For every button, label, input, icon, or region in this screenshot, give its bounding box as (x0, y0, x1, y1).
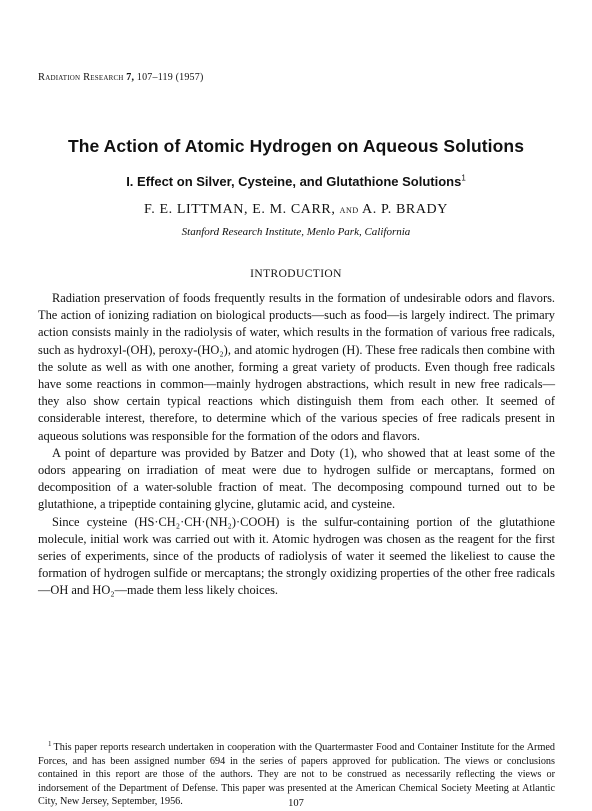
journal-header (38, 72, 203, 83)
journal-volume: 7, (126, 72, 135, 83)
body-text (38, 290, 555, 600)
affiliation: Stanford Research Institute, Menlo Park, California (181, 226, 411, 238)
footnote-mark: 1 (48, 739, 52, 748)
journal-pages-year: 107–119 (1957) (136, 72, 204, 83)
page-number: 107 (288, 798, 304, 809)
paper-subtitle (0, 174, 592, 189)
authors-names-1: F. E. LITTMAN, E. M. CARR, (144, 202, 336, 217)
footnote-text: This paper reports research undertaken in cooperation with the Quartermaster Food and Container Institute for the Armed Forces, and has been assigned number 694 in the series of papers approved for publication. The views or conclusions contained in this report are those of the authors. They are not to be construed as necessarily reflecting the views or indorsement of the Department of Defense. This paper was presented at the American Chemical Society Meeting at Atlantic City, New Jersey, September, 1956. (38, 742, 555, 808)
paragraph: Since cysteine (HS·CH₂·CH·(NH₂)·COOH) is the sulfur-containing portion of the glutathione molecule, initial work was carried out with it. Atomic hydrogen was chosen as the reagent for the first series of experiments, since of the products of radiolysis of water it seemed the likeliest to cause the formation of hydrogen sulfide or mercaptans; the strongly oxidizing properties of the other free radicals—OH and HO₂—made them less likely choices. (38, 514, 555, 598)
journal-name: Radiation Research (38, 72, 124, 83)
paper-title: The Action of Atomic Hydrogen on Aqueous Solutions (67, 136, 525, 156)
subtitle-footnote-mark: 1 (461, 173, 466, 183)
paper-subtitle-text: I. Effect on Silver, Cysteine, and Glutathione Solutions (126, 174, 462, 189)
authors-names-2: A. P. BRADY (362, 202, 448, 217)
authors-and: and (339, 202, 359, 216)
author-list (0, 202, 592, 218)
paragraph: Radiation preservation of foods frequently results in the formation of undesirable odors and flavors. The action of ionizing radiation on biological products—such as food—is largely indirect. The primary action consists mainly in the radiolysis of water, which results in the formation of various free radicals, such as hydroxyl-(OH), peroxy-(HO₂), and atomic hydrogen (H). These free radicals then combine with the solute as well as with one another, forming a great variety of products. Even though free radicals have some reactions in common—mainly hydrogen abstractions, which result in new free radicals—they also show certain typical reactions which distinguish them from each other. It seemed of considerable interest, therefore, to determine which of the various species of free radicals present in aqueous solutions was responsible for the formation of the odors and flavors. (38, 291, 555, 443)
paragraph: A point of departure was provided by Batzer and Doty (1), who showed that at least some of the odors appearing on irradiation of meat were due to hydrogen sulfide or mercaptans, formed on decomposition of a water-soluble fraction of meat. The decomposing compound turned out to be glutathione, a tripeptide containing glycine, glutamic acid, and cysteine. (38, 445, 555, 512)
section-heading-introduction: INTRODUCTION (250, 268, 342, 280)
